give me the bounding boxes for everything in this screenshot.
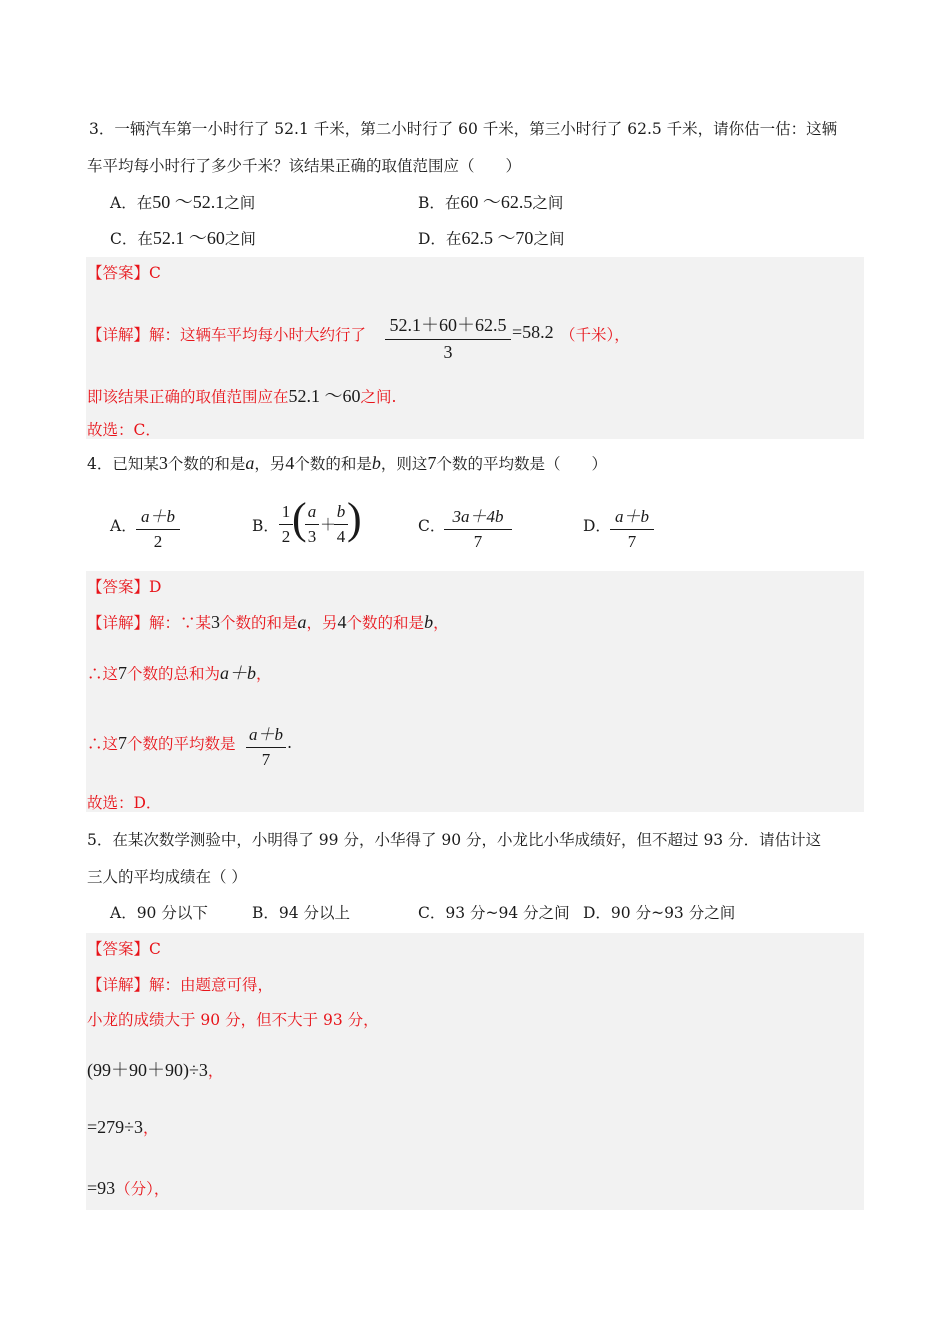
q4-answer-panel <box>86 571 864 812</box>
q4-option-b-frac1[interactable]: a 3 <box>305 502 319 547</box>
q4-average-fraction: a＋b 7 <box>246 720 286 770</box>
q4-option-b-frac2[interactable]: b 4 <box>334 502 348 547</box>
q5-calc-step2: =279÷3， <box>87 1117 159 1137</box>
q5-stem-line2: 三人的平均成绩在（ ） <box>87 868 247 886</box>
q5-analysis-line: 小龙的成绩大于 90 分，但不大于 93 分， <box>87 1011 379 1029</box>
q4-option-d-label[interactable]: D． <box>583 517 611 535</box>
q3-option-b[interactable]: B．在60 ～62.5之间 <box>418 192 564 212</box>
q5-calc-step1: (99＋90＋90)÷3， <box>87 1060 224 1080</box>
q4-option-c-label[interactable]: C． <box>418 517 446 535</box>
q4-option-b-left-paren: ( <box>292 494 307 543</box>
q5-option-a[interactable]: A．90 分以下 <box>110 904 208 922</box>
q5-stem-line1: 5．在某次数学测验中，小明得了 99 分，小华得了 90 分，小龙比小华成绩好，但不超过 93 分．请估计这 <box>87 831 822 849</box>
q5-option-c[interactable]: C．93 分~94 分之间 <box>418 904 570 922</box>
q3-stem-line2: 车平均每小时行了多少千米？该结果正确的取值范围应（ ） <box>87 157 522 175</box>
q5-option-d[interactable]: D．90 分~93 分之间 <box>583 904 736 922</box>
q5-option-b[interactable]: B．94 分以上 <box>252 904 351 922</box>
q4-option-c-fraction[interactable]: 3a＋4b 7 <box>444 502 512 552</box>
q3-range-line: 即该结果正确的取值范围应在52.1 ～60之间. <box>87 386 397 406</box>
q3-choose: 故选：C． <box>87 421 161 439</box>
q3-average-fraction <box>385 311 511 363</box>
q5-answer: 【答案】C <box>87 940 161 958</box>
q4-choose: 故选：D． <box>87 794 162 812</box>
q4-average-period: . <box>287 733 293 752</box>
q3-stem-line1: 3．一辆汽车第一小时行了 52.1 千米，第二小时行了 60 千米，第三小时行了 62.5 千米，请你估一估：这辆 <box>89 120 838 138</box>
q4-option-a-fraction[interactable]: a＋b 2 <box>136 502 180 552</box>
q3-fraction-numerator: 52.1＋60＋62.5 <box>389 315 507 335</box>
q4-option-b-label[interactable]: B． <box>252 517 279 535</box>
q3-option-a[interactable]: A．在50 ～52.1之间 <box>110 192 256 212</box>
q4-option-d-fraction[interactable]: a＋b 7 <box>610 502 654 552</box>
q4-sum-line: ∴这7个数的总和为a＋b， <box>87 663 272 683</box>
q3-answer: 【答案】C <box>87 264 161 282</box>
q4-option-b-half[interactable]: 1 2 <box>279 502 293 547</box>
q3-option-d[interactable]: D．在62.5 ～70之间 <box>418 228 565 248</box>
q5-calc-step3: =93（分）， <box>87 1178 170 1198</box>
q4-stem: 4．已知某3个数的和是a，另4个数的和是b，则这7个数的平均数是（ ） <box>87 453 607 473</box>
q3-fraction-denominator: 3 <box>443 342 453 362</box>
q3-result: =58.2 <box>512 322 554 342</box>
q4-detail-line: 【详解】解：∵某3个数的和是a，另4个数的和是b， <box>87 612 449 632</box>
q4-option-a-label[interactable]: A． <box>110 517 137 535</box>
q3-unit: （千米）， <box>560 326 630 344</box>
q3-detail-prefix: 【详解】解：这辆车平均每小时大约行了 <box>87 326 367 344</box>
q3-option-c[interactable]: C．在52.1 ～60之间 <box>110 228 256 248</box>
q4-option-b-right-paren: ) <box>347 494 362 543</box>
q4-average-line: ∴这7个数的平均数是 <box>87 733 236 753</box>
q5-detail: 【详解】解：由题意可得， <box>87 976 274 994</box>
q4-answer: 【答案】D <box>87 578 162 596</box>
q4-option-b-plus: ＋ <box>320 517 337 534</box>
